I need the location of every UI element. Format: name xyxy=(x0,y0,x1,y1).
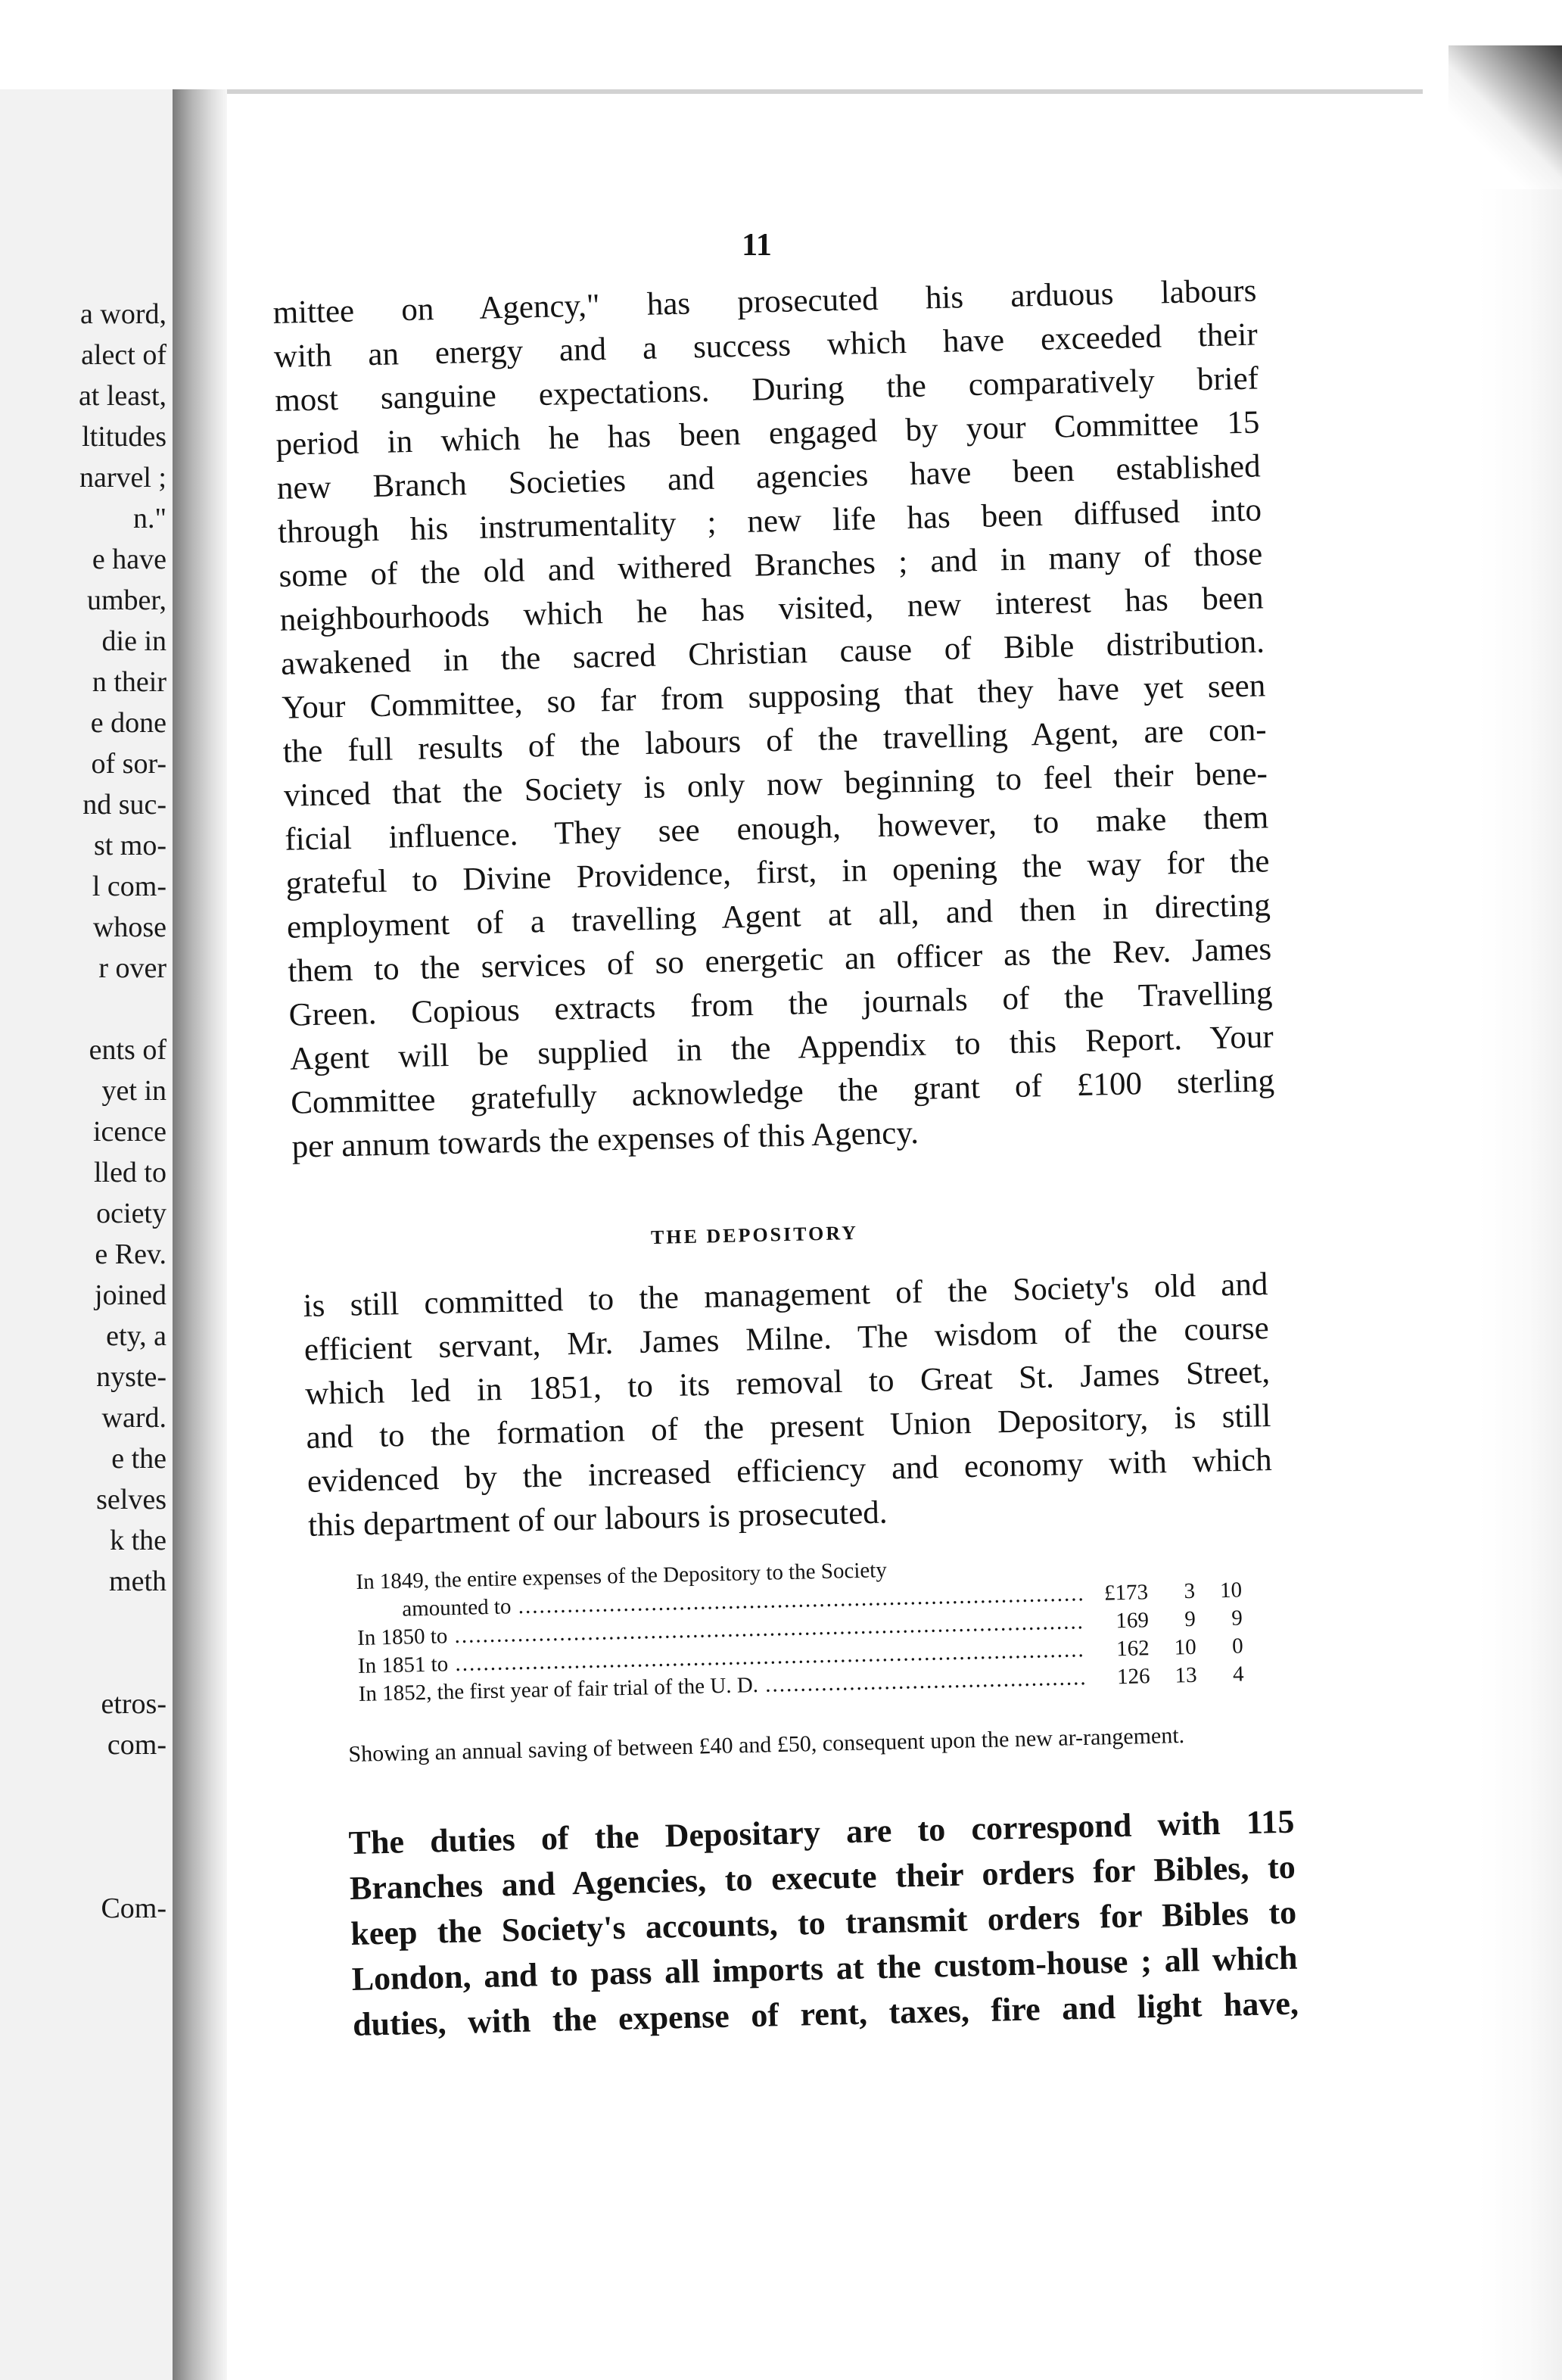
facing-page-line: ety, a xyxy=(106,1320,166,1352)
facing-page-line: l com- xyxy=(92,871,166,902)
text-line: neighbourhoods which he has visited, new interest has been xyxy=(279,580,1265,638)
text-line: Your Committee, so far from supposing that they have yet seen xyxy=(281,668,1266,726)
facing-page-line: etros- xyxy=(101,1688,166,1720)
text-line: efficient servant, Mr. James Milne. The wisdom of the course xyxy=(303,1310,1270,1368)
facing-page-line: ltitudes xyxy=(82,421,166,453)
facing-page-line: Com- xyxy=(101,1892,166,1924)
expense-shillings: 13 xyxy=(1175,1662,1197,1688)
facing-page-line: st mo- xyxy=(93,830,166,861)
expense-label: In 1852, the first year of fair trial of the U. D. ..... xyxy=(358,1665,1085,1707)
text-line: the full results of the labours of the travelling Agent, are con- xyxy=(282,712,1268,770)
expense-shillings: 3 xyxy=(1184,1578,1196,1604)
text-line: is still committed to the management of the Society's old and xyxy=(303,1266,1268,1324)
facing-page-line: alect of xyxy=(81,339,166,371)
paragraph-agency xyxy=(272,269,1276,1170)
facing-page-line: whose xyxy=(92,911,166,943)
facing-page-line: e done xyxy=(90,707,166,739)
expense-label: In 1850 to ..... xyxy=(357,1609,1084,1651)
text-line: per annum towards the expenses of this Agency. xyxy=(291,1114,919,1165)
facing-page-line: e the xyxy=(111,1443,166,1475)
text-line: this department of our labours is prosecuted. xyxy=(307,1494,888,1544)
torn-corner xyxy=(1448,45,1562,189)
page-right-edge xyxy=(1479,45,1562,2380)
facing-page-line: e have xyxy=(92,544,166,575)
text-line: some of the old and withered Branches ; and in many of those xyxy=(278,536,1263,594)
page-top-edge xyxy=(227,89,1423,94)
facing-page-line: ents of xyxy=(89,1034,166,1066)
text-line: grateful to Divine Providence, first, in opening the way for the xyxy=(285,843,1270,902)
facing-page-fragment xyxy=(0,89,173,2380)
facing-page-line: of sor- xyxy=(91,748,166,780)
text-line: ficial influence. They see enough, however, to make them xyxy=(284,799,1269,858)
expense-pence: 0 xyxy=(1231,1634,1244,1659)
text-line: evidenced by the increased efficiency and economy with which xyxy=(306,1442,1273,1500)
text-line: which led in 1851, to its removal to Great St. James Street, xyxy=(304,1354,1271,1412)
text-line: Branches and Agencies, to execute their orders for Bibles, to xyxy=(349,1848,1296,1907)
table-note: Showing an annual saving of between £40 and £50, consequent upon the new ar-rangement. xyxy=(348,1722,1185,1767)
text-line: vinced that the Society is only now beginning to feel their bene- xyxy=(283,755,1268,814)
text-line: Committee gratefully acknowledge the grant of £100 sterling xyxy=(290,1063,1275,1121)
expense-pounds: 169 xyxy=(1115,1608,1150,1634)
expense-pounds: £173 xyxy=(1103,1580,1149,1606)
facing-page-line: k the xyxy=(110,1525,166,1556)
text-line: and to the formation of the present Union Depository, is still xyxy=(306,1398,1271,1456)
facing-page-line: n." xyxy=(132,503,166,534)
text-line: Agent will be supplied in the Appendix to this Report. Your xyxy=(289,1019,1274,1077)
expense-label: In 1849, the entire expenses of the Depository to the Society xyxy=(356,1558,888,1594)
text-line: period in which he has been engaged by your Committee 15 xyxy=(275,404,1260,463)
facing-page-line: umber, xyxy=(86,584,166,616)
section-heading: THE DEPOSITORY xyxy=(650,1221,859,1249)
facing-page-line: narvel ; xyxy=(79,462,166,494)
expense-label: amounted to ..... xyxy=(356,1581,1084,1623)
facing-page-line: nyste- xyxy=(96,1361,166,1393)
facing-page-line: die in xyxy=(101,625,166,657)
text-line: keep the Society's accounts, to transmit orders for Bibles to xyxy=(350,1893,1297,1952)
text-line: them to the services of so energetic an officer as the Rev. James xyxy=(287,931,1272,989)
facing-page-line: e Rev. xyxy=(95,1238,166,1270)
expense-pounds: 126 xyxy=(1116,1664,1150,1690)
expense-shillings: 9 xyxy=(1184,1606,1196,1632)
facing-page-line: joined xyxy=(95,1279,166,1311)
expenses-table xyxy=(356,1547,1244,1706)
text-line: mittee on Agency," has prosecuted his arduous labours xyxy=(272,273,1257,331)
expense-pence: 4 xyxy=(1232,1662,1244,1687)
facing-page-line: nd suc- xyxy=(82,789,166,821)
text-line: The duties of the Depositary are to correspond with 115 xyxy=(348,1802,1295,1861)
text-line: London, and to pass all imports at the custom-house ; all which xyxy=(351,1939,1298,1998)
expense-pounds: 162 xyxy=(1115,1636,1150,1662)
facing-page-line: yet in xyxy=(101,1075,166,1107)
expense-label: In 1851 to ..... xyxy=(358,1637,1085,1679)
paragraph-duties xyxy=(348,1799,1299,2048)
text-line: through his instrumentality ; new life has been diffused into xyxy=(277,492,1262,550)
book-gutter xyxy=(173,89,227,2380)
facing-page-line: icence xyxy=(92,1116,166,1148)
text-line: with an energy and a success which have exceeded their xyxy=(273,316,1259,375)
text-line: most sanguine expectations. During the comparatively brief xyxy=(274,360,1259,419)
facing-page-line: ward. xyxy=(101,1402,166,1434)
facing-page-line: selves xyxy=(96,1484,166,1516)
facing-page-line: meth xyxy=(109,1565,166,1597)
text-line: employment of a travelling Agent at all, and then in directing xyxy=(286,887,1271,945)
facing-page-line: a word, xyxy=(80,298,166,330)
page-number: 11 xyxy=(742,228,772,263)
paragraph-depository xyxy=(303,1263,1274,1548)
expense-shillings: 10 xyxy=(1174,1634,1197,1660)
expense-pence: 9 xyxy=(1231,1606,1243,1631)
text-line: Green. Copious extracts from the journals of the Travelling xyxy=(288,975,1273,1033)
facing-page-line: ociety xyxy=(96,1198,166,1229)
text-line: duties, with the expense of rent, taxes, fire and light have, xyxy=(352,1984,1299,2043)
facing-page-line: r over xyxy=(98,952,166,984)
facing-page-line: com- xyxy=(107,1729,166,1761)
facing-page-line: n their xyxy=(92,666,166,698)
text-line: awakened in the sacred Christian cause of Bible distribution. xyxy=(280,624,1265,682)
expense-pence: 10 xyxy=(1219,1578,1243,1603)
text-line: new Branch Societies and agencies have been established xyxy=(276,448,1262,506)
facing-page-line: lled to xyxy=(93,1157,166,1188)
facing-page-line: at least, xyxy=(78,380,166,412)
